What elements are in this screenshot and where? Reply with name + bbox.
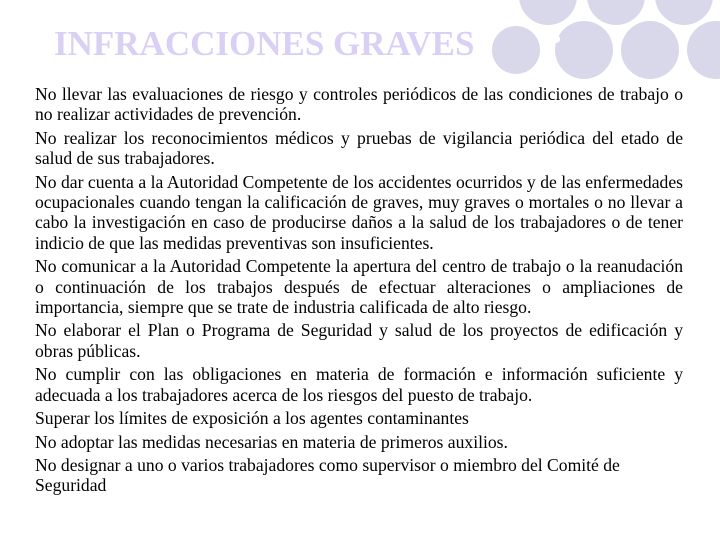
decorative-circle-icon (587, 0, 645, 25)
list-item: No llevar las evaluaciones de riesgo y controles periódicos de las condiciones de trabajo o no realizar actividades de prevención. (35, 84, 683, 125)
slide-title: INFRACCIONES GRAVES (54, 24, 475, 63)
list-item: No cumplir con las obligaciones en materia de formación e información suficiente y adecuada a los trabajadores acerca de los riesgos del puesto de trabajo. (35, 364, 683, 405)
list-item: No realizar los reconocimientos médicos y pruebas de vigilancia periódica del etado de salud de sus trabajadores. (35, 127, 683, 169)
list-item: No designar a uno o varios trabajadores como supervisor o miembro del Comité de Seguridad (35, 454, 620, 496)
decorative-circle-icon (492, 26, 540, 74)
decorative-circle-icon (552, 35, 560, 43)
list-item: No dar cuenta a la Autoridad Competente de los accidentes ocurridos y de las enfermedades ocupacionales cuando tengan la calificación de graves, muy graves o mortales o no llevar a cabo la investigación en caso de producirse daños a la salud de los trabajadores o de tener indicio de que las medidas preventivas son insuficientes. (35, 171, 683, 253)
decorative-circle-icon (687, 21, 720, 79)
list-item: No comunicar a la Autoridad Competente la apertura del centro de trabajo o la reanudación o continuación de los trabajos después de efectuar alteraciones o ampliaciones de importancia, siempre que se trate de industria calificada de alto riesgo. (35, 256, 683, 318)
list-item: No elaborar el Plan o Programa de Seguridad y salud de los proyectos de edificación y obras públicas. (35, 320, 683, 361)
decorative-circle-icon (621, 21, 679, 79)
decorative-circle-icon (655, 0, 713, 25)
infractions-list (35, 84, 683, 499)
decorative-circle-icon (555, 21, 613, 79)
list-item: Superar los límites de exposición a los agentes contaminantes (35, 408, 469, 429)
decorative-circle-icon (519, 0, 577, 25)
list-item: No adoptar las medidas necesarias en materia de primeros auxilios. (35, 431, 508, 452)
